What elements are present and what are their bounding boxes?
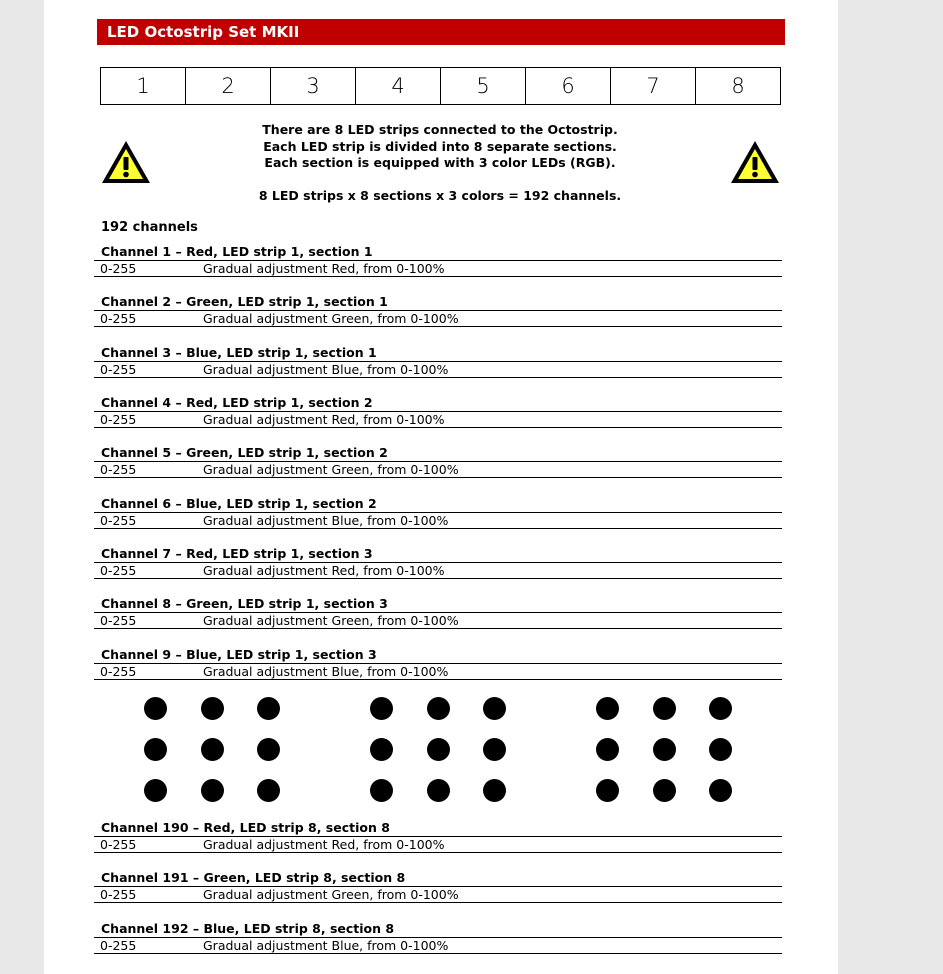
document-title: LED Octostrip Set MKII bbox=[97, 19, 785, 45]
ellipsis-dot bbox=[653, 738, 676, 761]
value-range: 0-255 bbox=[100, 513, 137, 528]
channel-entry bbox=[94, 293, 782, 327]
channel-value-row bbox=[94, 513, 782, 529]
channel-value-row bbox=[94, 311, 782, 327]
ellipsis-dot bbox=[709, 779, 732, 802]
value-description: Gradual adjustment Red, from 0-100% bbox=[203, 261, 445, 276]
strip-number-cell: 5 bbox=[441, 68, 526, 104]
value-range: 0-255 bbox=[100, 938, 137, 953]
ellipsis-dot bbox=[596, 738, 619, 761]
channel-title: Channel 1 – Red, LED strip 1, section 1 bbox=[94, 243, 782, 261]
channel-title: Channel 2 – Green, LED strip 1, section 1 bbox=[94, 293, 782, 311]
channel-value-row bbox=[94, 664, 782, 680]
channel-title: Channel 5 – Green, LED strip 1, section 2 bbox=[94, 444, 782, 462]
warning-triangle-icon bbox=[729, 139, 781, 185]
strip-number-cell: 7 bbox=[611, 68, 696, 104]
value-description: Gradual adjustment Green, from 0-100% bbox=[203, 613, 459, 628]
ellipsis-dot bbox=[709, 697, 732, 720]
ellipsis-dot bbox=[201, 697, 224, 720]
ellipsis-dot bbox=[370, 697, 393, 720]
channel-entry bbox=[94, 545, 782, 579]
ellipsis-dot bbox=[427, 697, 450, 720]
channels-count-heading: 192 channels bbox=[101, 220, 198, 235]
channel-entry bbox=[94, 243, 782, 277]
value-range: 0-255 bbox=[100, 462, 137, 477]
ellipsis-dot bbox=[427, 738, 450, 761]
strip-number-cell: 1 bbox=[101, 68, 186, 104]
ellipsis-dot bbox=[201, 738, 224, 761]
led-strip-number-table bbox=[100, 67, 781, 105]
channel-entry bbox=[94, 495, 782, 529]
value-description: Gradual adjustment Green, from 0-100% bbox=[203, 462, 459, 477]
strip-number-cell: 3 bbox=[271, 68, 356, 104]
value-description: Gradual adjustment Green, from 0-100% bbox=[203, 887, 459, 902]
channel-value-row bbox=[94, 837, 782, 853]
value-description: Gradual adjustment Blue, from 0-100% bbox=[203, 513, 449, 528]
ellipsis-dot bbox=[370, 779, 393, 802]
ellipsis-dot bbox=[653, 779, 676, 802]
value-range: 0-255 bbox=[100, 887, 137, 902]
value-description: Gradual adjustment Blue, from 0-100% bbox=[203, 938, 449, 953]
ellipsis-dot bbox=[427, 779, 450, 802]
channel-entry bbox=[94, 394, 782, 428]
info-line: 8 LED strips x 8 sections x 3 colors = 192 channels. bbox=[258, 187, 622, 203]
channel-title: Channel 6 – Blue, LED strip 1, section 2 bbox=[94, 495, 782, 513]
value-description: Gradual adjustment Red, from 0-100% bbox=[203, 412, 445, 427]
ellipsis-dot bbox=[144, 697, 167, 720]
ellipsis-dot bbox=[483, 697, 506, 720]
ellipsis-dot bbox=[370, 738, 393, 761]
strip-number-cell: 4 bbox=[356, 68, 441, 104]
value-range: 0-255 bbox=[100, 362, 137, 377]
channel-title: Channel 190 – Red, LED strip 8, section 8 bbox=[94, 819, 782, 837]
channel-value-row bbox=[94, 613, 782, 629]
channel-entry bbox=[94, 819, 782, 853]
ellipsis-dot bbox=[257, 697, 280, 720]
value-range: 0-255 bbox=[100, 613, 137, 628]
strip-number-cell: 2 bbox=[186, 68, 271, 104]
ellipsis-dot bbox=[144, 738, 167, 761]
value-range: 0-255 bbox=[100, 311, 137, 326]
value-range: 0-255 bbox=[100, 664, 137, 679]
channel-title: Channel 9 – Blue, LED strip 1, section 3 bbox=[94, 646, 782, 664]
ellipsis-dot bbox=[144, 779, 167, 802]
ellipsis-dot bbox=[653, 697, 676, 720]
info-line: Each section is equipped with 3 color LEDs (RGB). bbox=[264, 155, 616, 170]
ellipsis-dot bbox=[596, 779, 619, 802]
channel-value-row bbox=[94, 412, 782, 428]
value-description: Gradual adjustment Blue, from 0-100% bbox=[203, 362, 449, 377]
channel-title: Channel 192 – Blue, LED strip 8, section 8 bbox=[94, 920, 782, 938]
channel-entry bbox=[94, 444, 782, 478]
strip-info-text bbox=[200, 122, 680, 204]
value-range: 0-255 bbox=[100, 261, 137, 276]
channel-entry bbox=[94, 646, 782, 680]
ellipsis-dot bbox=[257, 779, 280, 802]
channel-title: Channel 4 – Red, LED strip 1, section 2 bbox=[94, 394, 782, 412]
value-range: 0-255 bbox=[100, 563, 137, 578]
channel-title: Channel 8 – Green, LED strip 1, section 3 bbox=[94, 595, 782, 613]
ellipsis-dot bbox=[596, 697, 619, 720]
ellipsis-dot bbox=[201, 779, 224, 802]
value-range: 0-255 bbox=[100, 412, 137, 427]
channel-title: Channel 3 – Blue, LED strip 1, section 1 bbox=[94, 344, 782, 362]
channel-value-row bbox=[94, 261, 782, 277]
ellipsis-dot bbox=[709, 738, 732, 761]
channel-value-row bbox=[94, 938, 782, 954]
channel-title: Channel 191 – Green, LED strip 8, section 8 bbox=[94, 869, 782, 887]
strip-number-cell: 8 bbox=[731, 74, 745, 98]
strip-number-cell: 6 bbox=[526, 68, 611, 104]
channel-value-row bbox=[94, 887, 782, 903]
channel-entry bbox=[94, 869, 782, 903]
warning-triangle-icon bbox=[100, 139, 152, 185]
channel-entry bbox=[94, 344, 782, 378]
channel-title: Channel 7 – Red, LED strip 1, section 3 bbox=[94, 545, 782, 563]
info-line: Each LED strip is divided into 8 separate sections. bbox=[263, 138, 617, 154]
channel-entry bbox=[94, 920, 782, 954]
ellipsis-dot bbox=[257, 738, 280, 761]
channel-entry bbox=[94, 595, 782, 629]
ellipsis-dot bbox=[483, 779, 506, 802]
info-line: There are 8 LED strips connected to the Octostrip. bbox=[262, 122, 618, 137]
value-description: Gradual adjustment Red, from 0-100% bbox=[203, 837, 445, 852]
channel-value-row bbox=[94, 362, 782, 378]
value-description: Gradual adjustment Red, from 0-100% bbox=[203, 563, 445, 578]
channel-value-row bbox=[94, 563, 782, 579]
ellipsis-dot bbox=[483, 738, 506, 761]
value-range: 0-255 bbox=[100, 837, 137, 852]
value-description: Gradual adjustment Green, from 0-100% bbox=[203, 311, 459, 326]
value-description: Gradual adjustment Blue, from 0-100% bbox=[203, 664, 449, 679]
channel-value-row bbox=[94, 462, 782, 478]
